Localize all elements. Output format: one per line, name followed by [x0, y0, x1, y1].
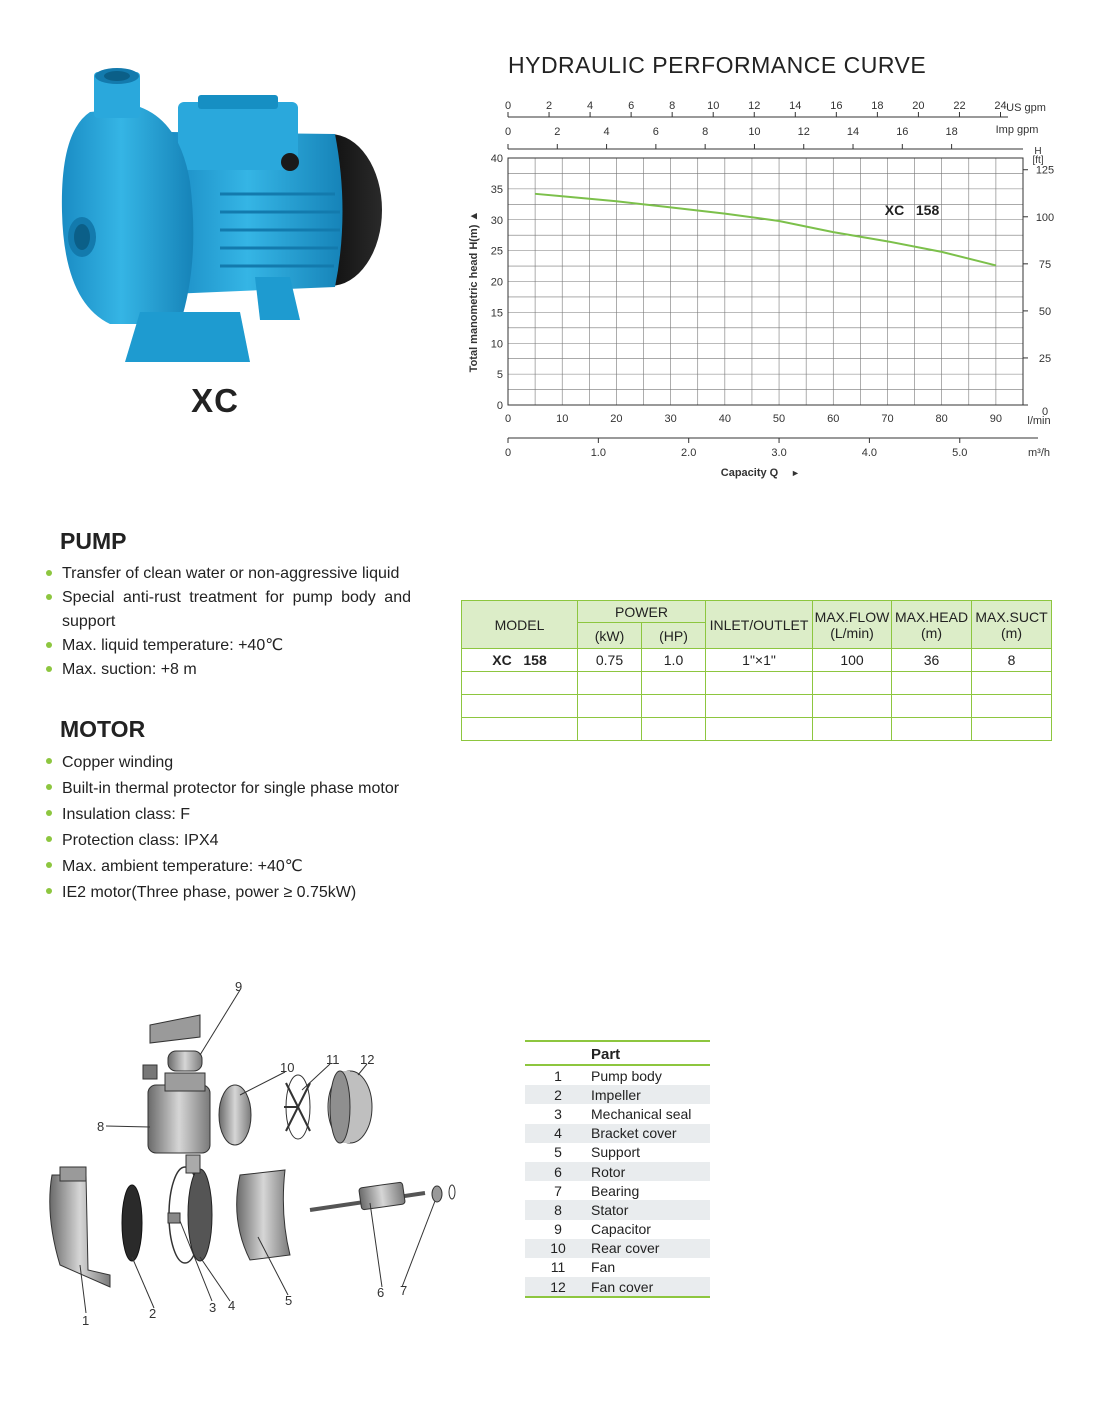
x-tick-label: 30	[664, 413, 677, 425]
part-rotor-shaft	[310, 1182, 425, 1210]
pump-product-image	[50, 62, 390, 372]
exploded-label-10: 10	[280, 1060, 295, 1075]
y-tick-label: 35	[490, 183, 503, 196]
x-tick-label: 80	[935, 413, 948, 425]
exploded-label-5: 5	[285, 1293, 293, 1308]
x-impgpm-tick-label: 18	[945, 126, 958, 138]
x-usgpm-tick-label: 24	[994, 100, 1007, 112]
parts-row	[525, 1124, 710, 1143]
list-item: Max. suction: +8 m	[46, 658, 411, 682]
x-usgpm-unit: US gpm	[1006, 102, 1046, 114]
cell-max-head: 36	[892, 649, 972, 672]
x-usgpm-tick-label: 22	[953, 100, 966, 112]
y-tick-label: 30	[490, 214, 503, 227]
x-impgpm-tick-label: 8	[702, 126, 709, 138]
part-name: Bearing	[591, 1182, 640, 1199]
x-m3h-tick-label: 4.0	[861, 447, 878, 459]
part-number: 9	[554, 1221, 562, 1238]
part-number: 7	[554, 1182, 562, 1199]
parts-row	[525, 1104, 710, 1123]
header-model: MODEL	[462, 601, 578, 649]
x-m3h-tick-label: 2.0	[681, 447, 697, 459]
part-name: Impeller	[591, 1085, 710, 1104]
chart-title: HYDRAULIC PERFORMANCE CURVE	[508, 52, 927, 78]
header-max-head-label: MAX.HEAD	[894, 608, 969, 625]
exploded-label-7: 7	[400, 1283, 408, 1298]
performance-chart	[455, 90, 1075, 485]
list-item: Built-in thermal protector for single phase motor	[46, 776, 446, 802]
x-impgpm-tick-label: 10	[748, 126, 761, 138]
exploded-label-6: 6	[377, 1285, 385, 1300]
header-max-head-unit: (m)	[921, 624, 942, 641]
parts-row	[525, 1181, 710, 1200]
y-tick-label: 0	[496, 400, 503, 412]
parts-row	[525, 1239, 710, 1258]
parts-header: Part	[591, 1041, 710, 1065]
parts-row	[525, 1065, 710, 1085]
part-name: Fan cover	[591, 1277, 710, 1297]
list-item: IE2 motor(Three phase, power ≥ 0.75kW)	[46, 880, 446, 906]
list-item: Insulation class: F	[46, 802, 446, 828]
x-usgpm-tick-label: 18	[871, 100, 884, 112]
cell-max-suct: 8	[972, 649, 1052, 672]
model-title: XC	[191, 382, 239, 419]
header-hp: (HP)	[642, 623, 706, 649]
x-impgpm-tick-label: 4	[603, 126, 610, 138]
list-item: Special anti-rust treatment for pump body and support	[46, 586, 411, 634]
table-row-empty	[462, 672, 1052, 695]
y-ft-unit-top: H	[1034, 146, 1042, 157]
y-tick-label: 15	[490, 307, 503, 320]
parts-row	[525, 1143, 710, 1162]
parts-row	[525, 1258, 710, 1277]
part-name: Stator	[591, 1200, 710, 1219]
table-row	[462, 649, 1052, 672]
y-ft-tick-label: 125	[1035, 164, 1055, 177]
y-ft-tick-label: 75	[1038, 258, 1052, 271]
parts-row	[525, 1085, 710, 1104]
exploded-labels	[82, 979, 407, 1328]
spec-table	[461, 600, 1052, 741]
part-number: 3	[554, 1105, 562, 1122]
header-kw: (kW)	[578, 623, 642, 649]
part-name: Rear cover	[591, 1239, 710, 1258]
y-tick-label: 40	[490, 153, 503, 165]
y-tick-label: 10	[490, 338, 503, 351]
part-stator	[148, 1073, 210, 1173]
cell-model: XC 158	[462, 649, 578, 672]
x-axis-label: Capacity Q	[720, 467, 779, 479]
header-power: POWER	[578, 601, 706, 623]
part-number: 10	[525, 1239, 591, 1258]
part-name: Fan	[591, 1259, 616, 1276]
x-tick-label: 20	[610, 413, 623, 425]
x-impgpm-tick-label: 12	[797, 126, 810, 138]
x-usgpm-tick-label: 0	[504, 100, 512, 112]
x-m3h-tick-label: 5.0	[952, 447, 968, 459]
x-tick-label: 0	[504, 413, 512, 425]
x-tick-label: 70	[881, 413, 894, 425]
header-max-flow-unit: (L/min)	[830, 624, 874, 641]
list-item: Max. ambient temperature: +40℃	[46, 854, 446, 880]
y-tick-label: 25	[490, 245, 503, 258]
header-inlet-outlet: INLET/OUTLET	[706, 601, 813, 649]
list-item: Transfer of clean water or non-aggressive liquid	[46, 562, 411, 586]
x-m3h-tick-label: 0	[504, 447, 512, 459]
parts-row	[525, 1162, 710, 1181]
part-name: Bracket cover	[591, 1124, 710, 1143]
parts-row	[525, 1277, 710, 1297]
y-ft-tick-label: 25	[1038, 352, 1052, 365]
part-fan	[284, 1075, 310, 1139]
part-mechanical-seal	[168, 1213, 180, 1223]
x-usgpm-tick-label: 8	[669, 100, 676, 112]
series-label: XC 158	[884, 201, 940, 218]
cell-max-flow: 100	[813, 649, 892, 672]
part-number: 8	[525, 1200, 591, 1219]
header-max-suct-unit: (m)	[1001, 624, 1022, 641]
x-tick-label: 50	[772, 413, 786, 425]
x-usgpm-tick-label: 16	[830, 100, 843, 112]
part-bearing-clip	[449, 1185, 455, 1199]
part-number: 4	[525, 1124, 591, 1143]
header-max-suct	[972, 601, 1052, 649]
y-tick-label: 20	[490, 276, 503, 289]
x-tick-label: 10	[556, 413, 569, 425]
header-max-flow-label: MAX.FLOW	[814, 608, 890, 625]
part-name: Capacitor	[591, 1221, 651, 1238]
header-max-flow	[813, 601, 892, 649]
x-usgpm-tick-label: 12	[748, 100, 761, 112]
y-ft-tick-label: 50	[1038, 305, 1052, 318]
exploded-label-12: 12	[360, 1052, 375, 1067]
x-usgpm-tick-label: 10	[707, 100, 720, 112]
cell-hp: 1.0	[642, 649, 706, 672]
x-tick-label: 60	[827, 413, 840, 425]
x-tick-label: 40	[718, 413, 731, 425]
cell-kw: 0.75	[578, 649, 642, 672]
header-max-head	[892, 601, 972, 649]
exploded-label-1: 1	[82, 1313, 90, 1328]
parts-row	[525, 1200, 710, 1219]
exploded-label-4: 4	[228, 1298, 236, 1313]
part-name: Pump body	[591, 1067, 662, 1084]
motor-features-list	[46, 750, 446, 906]
part-name: Mechanical seal	[591, 1105, 692, 1122]
exploded-label-11: 11	[326, 1052, 340, 1067]
x-usgpm-tick-label: 2	[545, 100, 553, 112]
y-ft-tick-label: 0	[1041, 406, 1049, 418]
parts-row	[525, 1220, 710, 1239]
x-m3h-tick-label: 1.0	[590, 447, 606, 459]
x-tick-label: 90	[989, 413, 1003, 425]
part-number: 5	[554, 1144, 562, 1161]
list-item: Protection class: IPX4	[46, 828, 446, 854]
pump-section-heading: PUMP	[60, 528, 127, 554]
part-bearing	[432, 1186, 442, 1202]
part-rear-cover	[219, 1085, 251, 1145]
exploded-label-2: 2	[149, 1306, 157, 1321]
exploded-label-9: 9	[235, 979, 243, 994]
x-impgpm-tick-label: 2	[554, 126, 561, 138]
part-name: Rotor	[591, 1162, 710, 1181]
list-item: Max. liquid temperature: +40℃	[46, 634, 411, 658]
x-impgpm-unit: Imp gpm	[995, 124, 1039, 136]
part-number: 12	[525, 1277, 591, 1297]
y-ft-tick-label: 100	[1035, 211, 1055, 224]
table-row-empty	[462, 718, 1052, 741]
x-usgpm-tick-label: 6	[628, 100, 635, 112]
y-axis-label: Total manometric head H(m) ▲	[468, 210, 480, 373]
x-unit-label: l/min	[1027, 415, 1051, 427]
part-number: 1	[554, 1067, 562, 1084]
x-m3h-tick-label: 3.0	[771, 447, 787, 459]
header-max-suct-label: MAX.SUCT	[975, 608, 1048, 625]
cell-inlet-outlet: 1"×1"	[706, 649, 813, 672]
exploded-label-8: 8	[97, 1119, 105, 1134]
x-impgpm-tick-label: 0	[504, 126, 512, 138]
table-row-empty	[462, 695, 1052, 718]
x-impgpm-tick-label: 16	[896, 126, 909, 138]
x-usgpm-tick-label: 20	[912, 100, 925, 112]
x-axis-arrow: ►	[791, 468, 800, 478]
x-m3h-unit: m³/h	[1028, 447, 1050, 459]
list-item: Copper winding	[46, 750, 446, 776]
part-fan-cover	[328, 1071, 372, 1143]
x-impgpm-tick-label: 14	[846, 126, 860, 138]
part-number: 11	[550, 1259, 566, 1276]
pump-features-list	[46, 562, 411, 682]
part-number: 6	[525, 1162, 591, 1181]
exploded-label-3: 3	[209, 1300, 217, 1315]
part-number: 2	[525, 1085, 591, 1104]
motor-section-heading: MOTOR	[60, 716, 146, 742]
x-impgpm-tick-label: 6	[652, 126, 659, 138]
part-capacitor	[143, 1015, 202, 1079]
part-impeller	[122, 1185, 142, 1261]
x-usgpm-tick-label: 4	[587, 100, 594, 112]
exploded-view-diagram	[40, 975, 470, 1335]
part-name: Support	[591, 1144, 641, 1161]
parts-table	[525, 1040, 710, 1298]
y-tick-label: 5	[496, 369, 503, 382]
x-usgpm-tick-label: 14	[789, 100, 802, 112]
part-pump-body	[50, 1167, 110, 1287]
y-ft-unit: [ft]	[1032, 155, 1044, 166]
part-bracket-cover	[188, 1169, 212, 1261]
